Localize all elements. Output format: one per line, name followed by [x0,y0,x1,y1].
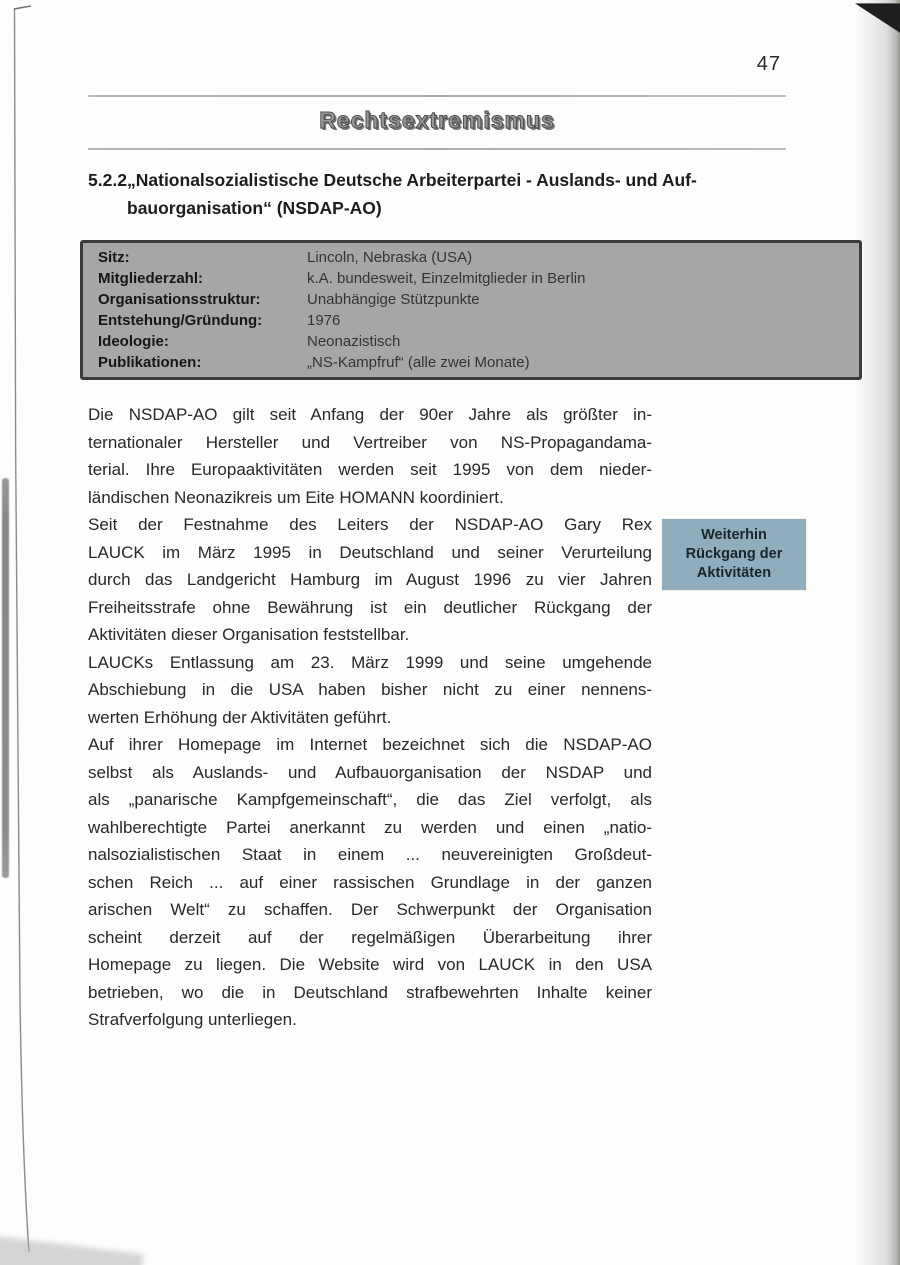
margin-note-line: Rückgang der [685,546,783,562]
body-text [88,401,652,1034]
section-title [127,166,697,222]
body-line: scheint derzeit auf der regelmäßigen Überarbeitung ihrer [88,927,652,947]
infobox-row [98,310,849,331]
infobox-value: „NS-Kampfruf“ (alle zwei Monate) [307,354,530,371]
body-line: ternationaler Hersteller und Vertreiber von NS-Propagandama- [88,432,652,452]
body-line: durch das Landgericht Hamburg im August 1996 zu vier Jahren [88,570,652,589]
infobox-value: k.A. bundesweit, Einzelmitglieder in Berlin [307,270,586,287]
body-line: wahlberechtigte Partei anerkannt zu werden und einen „natio- [88,817,652,837]
infobox-label: Mitgliederzahl: [98,270,204,287]
body-line: Aktivitäten dieser Organisation feststellbar. [88,625,410,644]
body-line: LAUCK im März 1995 in Deutschland und seiner Verurteilung [88,542,652,562]
body-line: Freiheitsstrafe ohne Bewährung ist ein deutlicher Rückgang der [88,597,652,617]
infobox-row [98,331,849,352]
infobox-row [98,289,849,310]
section-title-line: bauorganisation“ (NSDAP-AO) [127,198,382,218]
body-line: terial. Ihre Europaaktivitäten werden seit 1995 von dem nieder- [88,460,652,479]
header-divider-bottom [88,148,786,150]
body-line: LAUCKs Entlassung am 23. März 1999 und seine umgehende [88,652,652,672]
infobox-label: Organisationsstruktur: [98,291,261,308]
scan-book-edge-shadow [854,0,900,1265]
body-line: Seit der Festnahme des Leiters der NSDAP-AO Gary Rex [88,515,652,534]
infobox-value: Lincoln, Nebraska (USA) [307,249,473,266]
infobox-value: 1976 [307,312,341,329]
infobox-label: Ideologie: [98,333,169,350]
body-line: Strafverfolgung unterliegen. [88,1010,297,1029]
infobox-row [98,352,849,373]
header-divider-top [88,95,786,97]
infobox-value: Unabhängige Stützpunkte [307,291,480,308]
scan-left-gray-bar [2,478,9,878]
margin-note-line: Weiterhin [701,527,767,543]
body-line: selbst als Auslands- und Aufbauorganisation der NSDAP und [88,762,652,782]
body-line: werten Erhöhung der Aktivitäten geführt. [88,707,392,727]
body-line: ländischen Neonazikreis um Eite HOMANN koordiniert. [88,487,504,507]
body-line: Abschiebung in die USA haben bisher nicht zu einer nennens- [88,680,652,699]
body-line: Die NSDAP-AO gilt seit Anfang der 90er Jahre als größter in- [88,405,652,424]
body-line: arischen Welt“ zu schaffen. Der Schwerpunkt der Organisation [88,900,652,919]
info-box [80,240,862,380]
body-line: Homepage zu liegen. Die Website wird von LAUCK in den USA [88,955,652,974]
infobox-row [98,268,849,289]
running-header: Rechtsextremismus [319,107,555,133]
infobox-label: Sitz: [98,249,130,266]
body-line: nalsozialistischen Staat in einem ... neuvereinigten Großdeut- [88,845,652,864]
margin-note [662,519,806,590]
scan-bottom-shadow [0,1236,144,1265]
body-line: als „panarische Kampfgemeinschaft“, die das Ziel verfolgt, als [88,790,652,809]
infobox-label: Entstehung/Gründung: [98,312,263,329]
margin-note-line: Aktivitäten [696,565,772,581]
section-number: 5.2.2 [88,170,127,190]
page-number: 47 [756,53,781,75]
infobox-label: Publikationen: [98,354,202,371]
infobox-value: Neonazistisch [307,333,401,350]
body-line: schen Reich ... auf einer rassischen Grundlage in der ganzen [88,872,652,892]
section-heading [88,166,848,222]
infobox-row [98,247,849,268]
body-line: betrieben, wo die in Deutschland strafbewehrten Inhalte keiner [88,982,652,1002]
body-line: Auf ihrer Homepage im Internet bezeichnet sich die NSDAP-AO [88,735,652,754]
section-title-line: „Nationalsozialistische Deutsche Arbeiterpartei - Auslands- und Auf- [127,170,697,190]
